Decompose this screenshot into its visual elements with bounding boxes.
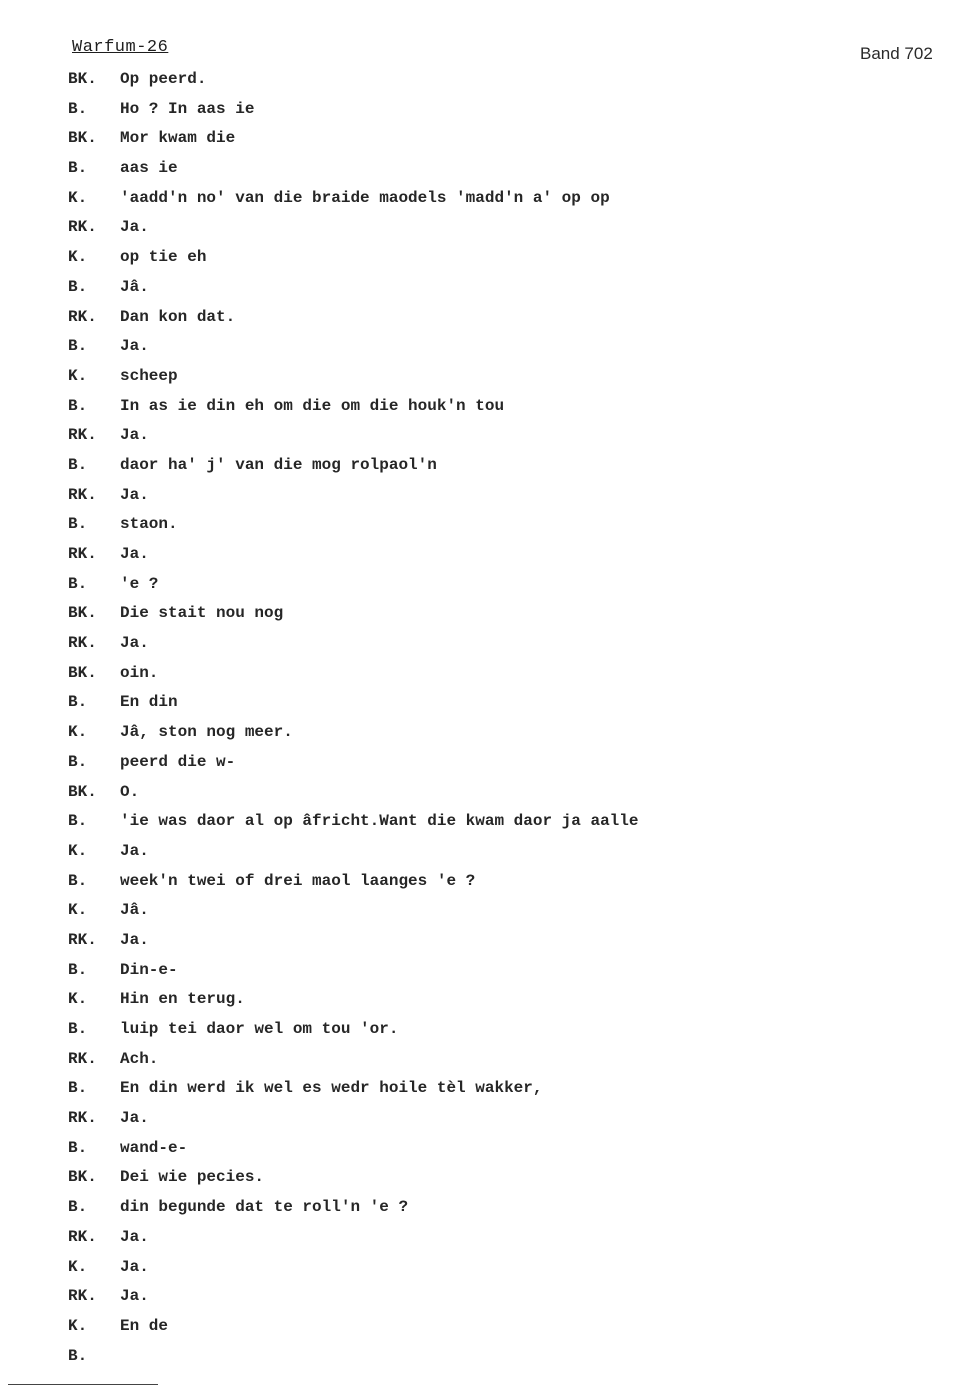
transcript-line	[0, 629, 979, 659]
utterance-text: peerd die w-	[120, 752, 236, 771]
speaker-label: RK.	[68, 634, 97, 653]
transcript-line	[0, 1223, 979, 1253]
speaker-label: K.	[68, 723, 88, 742]
utterance-text: Ja.	[120, 485, 149, 504]
speaker-label: B.	[68, 277, 88, 296]
utterance-text: Ho ? In aas ie	[120, 99, 255, 118]
speaker-label: B.	[68, 752, 88, 771]
speaker-label: B.	[68, 1346, 88, 1365]
speaker-label: B.	[68, 960, 88, 979]
utterance-text: 'aadd'n no' van die braide maodels 'madd'n a' op op	[120, 188, 610, 207]
speaker-label: K.	[68, 901, 88, 920]
transcript-line	[0, 392, 979, 422]
speaker-label: BK.	[68, 782, 97, 801]
speaker-label: B.	[68, 1198, 88, 1217]
speaker-label: RK.	[68, 930, 97, 949]
utterance-text: O.	[120, 782, 140, 801]
speaker-label: RK.	[68, 1287, 97, 1306]
speaker-label: K.	[68, 1257, 88, 1276]
transcript-line	[0, 926, 979, 956]
speaker-label: RK.	[68, 218, 97, 237]
speaker-label: RK.	[68, 545, 97, 563]
speaker-label: RK.	[68, 307, 97, 326]
speaker-label: K.	[68, 248, 88, 267]
speaker-label: K.	[68, 366, 88, 385]
transcript-line	[0, 1074, 979, 1104]
document-id: Warfum-26	[72, 38, 169, 57]
transcript-line	[0, 1312, 979, 1342]
speaker-label: BK.	[68, 129, 97, 148]
utterance-text: scheep	[120, 366, 178, 385]
speaker-label: BK.	[68, 604, 97, 623]
utterance-text: Ja.	[120, 1287, 149, 1306]
transcript-line	[0, 985, 979, 1015]
utterance-text: En de	[120, 1316, 169, 1335]
utterance-text: oin.	[120, 663, 159, 682]
transcript-line	[0, 65, 979, 95]
transcript-line	[0, 1045, 979, 1075]
utterance-text: daor ha' j' van die mog rolpaol'n	[120, 455, 437, 474]
speaker-label: RK.	[68, 1049, 97, 1068]
utterance-text: Ja.	[120, 218, 149, 237]
transcript-line	[0, 956, 979, 986]
transcript-line	[0, 1134, 979, 1164]
band-number: Band 702	[860, 44, 933, 63]
bottom-rule	[8, 1384, 158, 1385]
transcript-line	[0, 481, 979, 511]
utterance-text: 'e ?	[120, 574, 159, 593]
transcript-line	[0, 273, 979, 303]
speaker-label: BK.	[68, 1168, 97, 1187]
utterance-text: week'n twei of drei maol laanges 'e ?	[120, 871, 476, 890]
transcript-line	[0, 362, 979, 392]
transcript-line	[0, 1193, 979, 1223]
utterance-text: Ja.	[120, 1109, 149, 1128]
utterance-text: aas ie	[120, 159, 178, 178]
utterance-text: Die stait nou nog	[120, 604, 284, 623]
transcript-line	[0, 867, 979, 897]
utterance-text: Ja.	[120, 545, 149, 563]
utterance-text: Ja.	[120, 1227, 149, 1246]
utterance-text: En din werd ik wel es wedr hoile tèl wakker,	[120, 1079, 543, 1098]
utterance-text: Mor kwam die	[120, 129, 236, 148]
utterance-text: Din-e-	[120, 960, 178, 979]
speaker-label: B.	[68, 693, 88, 712]
utterance-text: luip tei daor wel om tou 'or.	[120, 1020, 399, 1038]
speaker-label: RK.	[68, 426, 97, 445]
utterance-text: Ja.	[120, 337, 149, 356]
transcript-line	[0, 1282, 979, 1312]
speaker-label: B.	[68, 1138, 88, 1157]
transcript-line	[0, 510, 979, 540]
transcript-line	[0, 1104, 979, 1134]
transcript-line	[0, 451, 979, 481]
speaker-label: BK.	[68, 663, 97, 682]
utterance-text: Op peerd.	[120, 70, 207, 88]
speaker-label: B.	[68, 99, 88, 118]
transcript-line	[0, 896, 979, 926]
utterance-text: Dan kon dat.	[120, 307, 236, 326]
utterance-text: Ach.	[120, 1049, 159, 1068]
transcript-line	[0, 213, 979, 243]
transcript-line	[0, 718, 979, 748]
transcript-line	[0, 540, 979, 570]
speaker-label: B.	[68, 812, 88, 831]
utterance-text: Jâ.	[120, 901, 149, 920]
transcript-line	[0, 184, 979, 214]
speaker-label: RK.	[68, 1227, 97, 1246]
transcript-line	[0, 154, 979, 184]
utterance-text: Ja.	[120, 841, 149, 860]
transcript-line	[0, 659, 979, 689]
utterance-text: Ja.	[120, 1257, 149, 1276]
transcript-line	[0, 688, 979, 718]
utterance-text: In as ie din eh om die om die houk'n tou	[120, 396, 505, 415]
transcript-line	[0, 243, 979, 273]
utterance-text: staon.	[120, 515, 178, 534]
transcript-line	[0, 807, 979, 837]
transcript-line	[0, 599, 979, 629]
speaker-label: B.	[68, 871, 88, 890]
transcript-line	[0, 1342, 979, 1372]
transcript-line	[0, 421, 979, 451]
speaker-label: B.	[68, 396, 88, 415]
speaker-label: B.	[68, 337, 88, 356]
speaker-label: K.	[68, 841, 88, 860]
transcript-line	[0, 1015, 979, 1045]
utterance-text: Ja.	[120, 426, 149, 445]
utterance-text: wand-e-	[120, 1138, 188, 1157]
speaker-label: B.	[68, 455, 88, 474]
utterance-text: Ja.	[120, 634, 149, 653]
transcript-line	[0, 1163, 979, 1193]
transcript-line	[0, 95, 979, 125]
transcript-line	[0, 1253, 979, 1283]
transcript-line	[0, 303, 979, 333]
transcript-line	[0, 124, 979, 154]
speaker-label: K.	[68, 990, 88, 1009]
speaker-label: BK.	[68, 70, 97, 88]
transcript-line	[0, 570, 979, 600]
speaker-label: B.	[68, 1079, 88, 1098]
utterance-text: En din	[120, 693, 178, 712]
speaker-label: RK.	[68, 485, 97, 504]
speaker-label: K.	[68, 188, 88, 207]
utterance-text: Jâ, ston nog meer.	[120, 723, 293, 742]
speaker-label: B.	[68, 574, 88, 593]
utterance-text: Dei wie pecies.	[120, 1168, 265, 1187]
transcript-line	[0, 748, 979, 778]
transcript-line	[0, 837, 979, 867]
transcript-line	[0, 332, 979, 362]
utterance-text: op tie eh	[120, 248, 207, 267]
speaker-label: B.	[68, 159, 88, 178]
speaker-label: RK.	[68, 1109, 97, 1128]
speaker-label: B.	[68, 1020, 88, 1038]
utterance-text: 'ie was daor al op âfricht.Want die kwam daor ja aalle	[120, 812, 639, 831]
utterance-text: Hin en terug.	[120, 990, 245, 1009]
transcript-line	[0, 778, 979, 808]
utterance-text: Jâ.	[120, 277, 149, 296]
utterance-text: Ja.	[120, 930, 149, 949]
speaker-label: K.	[68, 1316, 88, 1335]
transcript-lines	[0, 65, 979, 1371]
speaker-label: B.	[68, 515, 88, 534]
utterance-text: din begunde dat te roll'n 'e ?	[120, 1198, 409, 1217]
